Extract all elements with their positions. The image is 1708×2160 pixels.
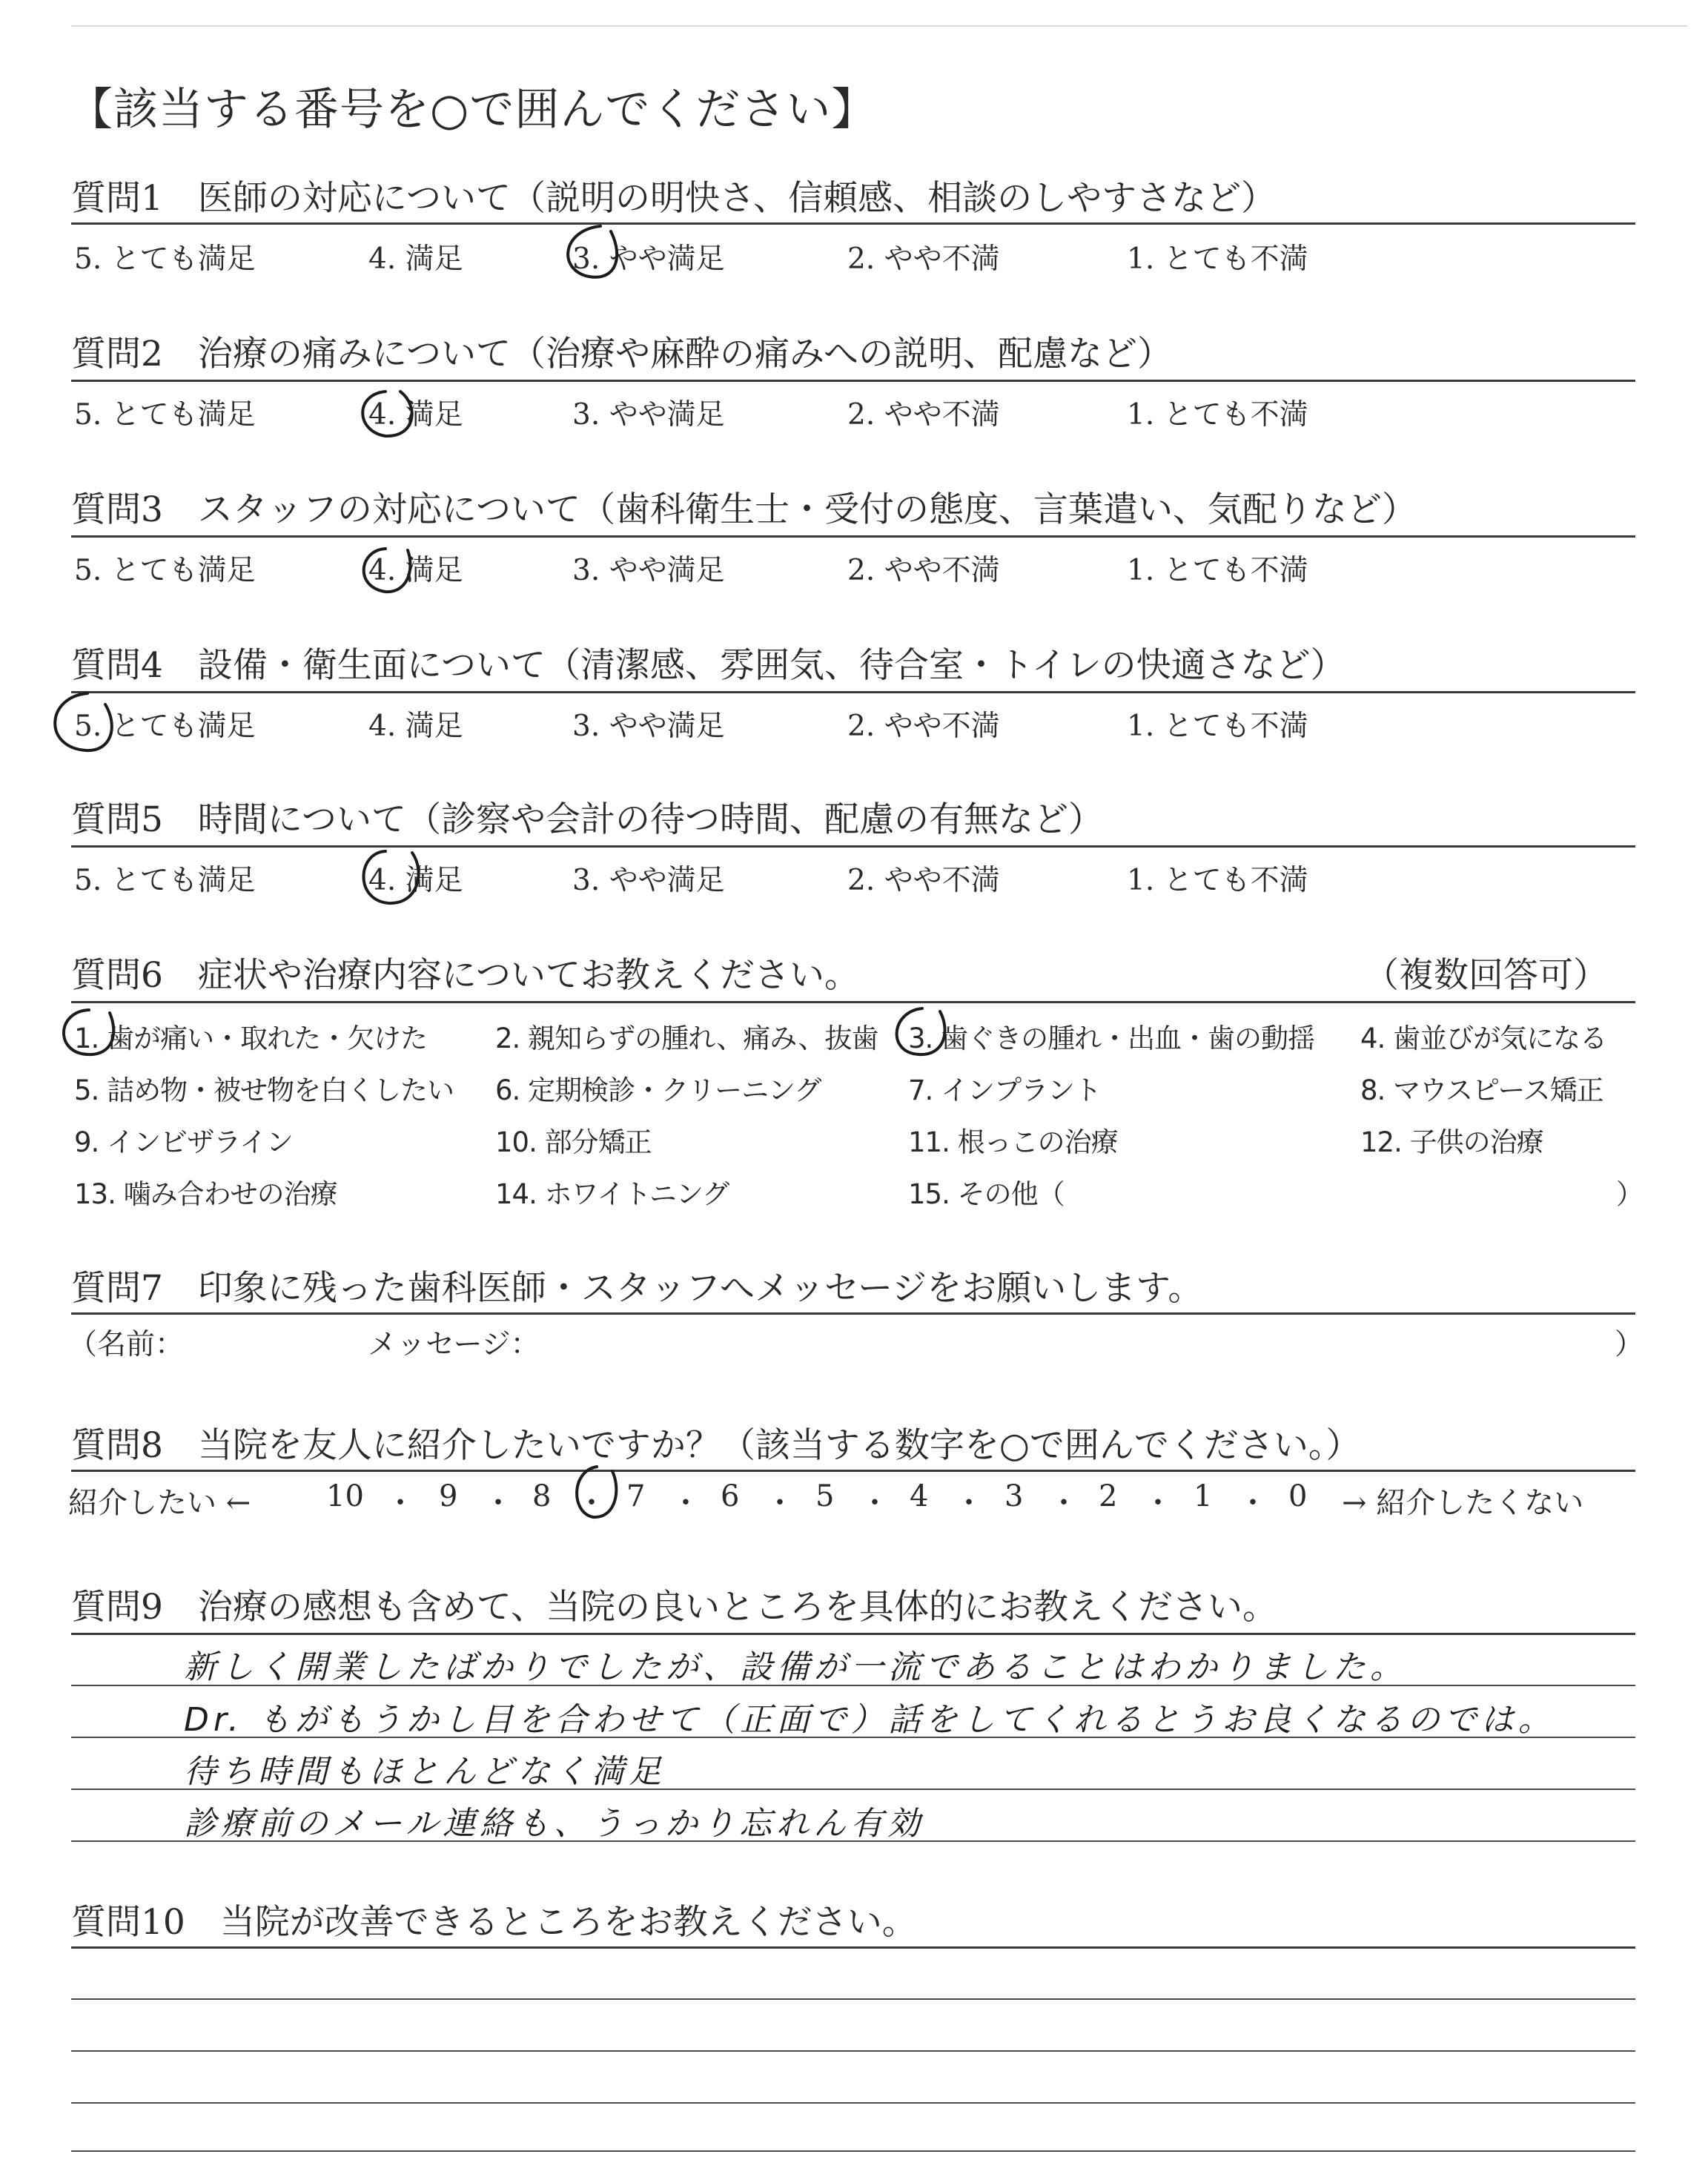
q6-option-14[interactable]: 14. ホワイトニング (495, 1178, 729, 1210)
question-3-rule (71, 535, 1635, 538)
q8-separator: ・ (1049, 1486, 1079, 1520)
question-5-rule (71, 845, 1635, 848)
q5-option-3[interactable]: 3. やや満足 (572, 864, 725, 897)
q8-scale-0[interactable]: 0 (1288, 1479, 1308, 1513)
q3-option-1[interactable]: 1. とても不満 (1127, 554, 1308, 587)
q1-option-5[interactable]: 5. とても満足 (74, 242, 256, 276)
question-3-text: スタッフの対応について（歯科衛生士・受付の態度、言葉遣い、気配りなど） (197, 489, 1417, 530)
question-9 (71, 1579, 1277, 1629)
question-7 (71, 1261, 1202, 1310)
q3-option-5[interactable]: 5. とても満足 (74, 554, 256, 587)
q8-separator: ・ (483, 1486, 513, 1520)
q9-answer-line-1: 新しく開業したばかりでしたが、設備が一流であることはわかりました。 (184, 1648, 1407, 1686)
question-2-label: 質問2 (71, 334, 163, 374)
question-7-text: 印象に残った歯科医師・スタッフへメッセージをお願いします。 (197, 1268, 1203, 1309)
q7-close-paren: ） (1615, 1328, 1644, 1361)
question-3 (71, 482, 1417, 532)
q8-scale-4[interactable]: 4 (910, 1479, 929, 1513)
answer-line (71, 2102, 1635, 2104)
q8-separator: ・ (1143, 1486, 1173, 1520)
q8-separator: ・ (577, 1486, 606, 1520)
q6-option-3[interactable]: 3. 歯ぐきの腫れ・出血・歯の動揺 (908, 1023, 1315, 1054)
question-2-rule (71, 380, 1635, 382)
q8-separator: ・ (671, 1486, 701, 1520)
q2-option-3[interactable]: 3. やや満足 (572, 398, 725, 432)
q2-option-4[interactable]: 4. 満足 (368, 398, 463, 432)
question-5 (71, 792, 1103, 842)
q4-option-2[interactable]: 2. やや不満 (847, 710, 1000, 743)
page-top-border (71, 25, 1687, 27)
q6-option-13[interactable]: 13. 噛み合わせの治療 (74, 1178, 337, 1210)
q7-message-label: メッセージ： (368, 1328, 540, 1361)
q8-scale-2[interactable]: 2 (1099, 1479, 1118, 1513)
question-6-label: 質問6 (71, 955, 163, 996)
q8-scale-7[interactable]: 7 (626, 1479, 646, 1513)
q6-option-8[interactable]: 8. マウスピース矯正 (1360, 1074, 1603, 1106)
question-9-label: 質問9 (71, 1587, 163, 1628)
q5-option-1[interactable]: 1. とても不満 (1127, 864, 1308, 897)
question-8-rule (71, 1470, 1635, 1472)
question-2-text: 治療の痛みについて（治療や麻酔の痛みへの説明、配慮など） (197, 334, 1173, 374)
q8-right-label: → 紹介したくない (1342, 1486, 1584, 1520)
q5-option-5[interactable]: 5. とても満足 (74, 864, 256, 897)
answer-line (71, 2050, 1635, 2052)
q5-option-4[interactable]: 4. 満足 (368, 864, 463, 897)
q6-option-15-close: ） (1616, 1178, 1643, 1210)
question-8-label: 質問8 (71, 1425, 163, 1466)
q9-answer-line-2: Dr. もがもうかし目を合わせて（正面で）話をしてくれるとうお良くなるのでは。 (184, 1701, 1555, 1739)
question-1 (71, 171, 1276, 220)
q8-separator: ・ (385, 1486, 415, 1520)
q6-option-7[interactable]: 7. インプラント (908, 1074, 1102, 1106)
q6-option-12[interactable]: 12. 子供の治療 (1360, 1126, 1543, 1158)
question-6-note: （複数回答可） (1364, 955, 1608, 996)
q8-scale-3[interactable]: 3 (1004, 1479, 1024, 1513)
q9-answer-line-4: 診療前のメール連絡も、うっかり忘れん有効 (184, 1805, 925, 1843)
q4-option-5[interactable]: 5. とても満足 (74, 710, 256, 743)
q6-option-9[interactable]: 9. インビザライン (74, 1126, 293, 1158)
question-10-label: 質問10 (71, 1902, 185, 1943)
q2-option-5[interactable]: 5. とても満足 (74, 398, 256, 432)
answer-line (71, 2150, 1635, 2152)
question-1-rule (71, 222, 1635, 225)
q8-scale-1[interactable]: 1 (1194, 1479, 1213, 1513)
q8-scale-9[interactable]: 9 (439, 1479, 458, 1513)
q3-option-4[interactable]: 4. 満足 (368, 554, 463, 587)
question-7-rule (71, 1312, 1635, 1315)
question-1-text: 医師の対応について（説明の明快さ、信頼感、相談のしやすさなど） (197, 178, 1277, 219)
question-7-label: 質問7 (71, 1268, 163, 1309)
question-1-label: 質問1 (71, 178, 163, 219)
q8-scale-6[interactable]: 6 (721, 1479, 740, 1513)
question-4-label: 質問4 (71, 645, 163, 686)
question-9-rule (71, 1633, 1635, 1635)
question-8-text: 当院を友人に紹介したいですか？（該当する数字を○で囲んでください。） (197, 1425, 1361, 1466)
question-6-text: 症状や治療内容についてお教えください。 (197, 955, 859, 996)
question-10 (71, 1895, 917, 1944)
question-5-label: 質問5 (71, 799, 163, 840)
q1-option-3[interactable]: 3. やや満足 (572, 242, 725, 276)
q4-option-3[interactable]: 3. やや満足 (572, 710, 725, 743)
q4-option-4[interactable]: 4. 満足 (368, 710, 463, 743)
q3-option-3[interactable]: 3. やや満足 (572, 554, 725, 587)
question-4-rule (71, 691, 1635, 693)
question-3-label: 質問3 (71, 489, 163, 530)
q8-separator: ・ (765, 1486, 795, 1520)
q6-option-4[interactable]: 4. 歯並びが気になる (1360, 1023, 1607, 1054)
q8-scale-10[interactable]: 10 (326, 1479, 364, 1513)
q6-option-1[interactable]: 1. 歯が痛い・取れた・欠けた (74, 1023, 428, 1054)
question-6-rule (71, 1001, 1635, 1003)
q8-separator: ・ (860, 1486, 890, 1520)
q6-option-15[interactable]: 15. その他（ (908, 1178, 1065, 1210)
q8-separator: ・ (1238, 1486, 1268, 1520)
question-10-text: 当院が改善できるところをお教えください。 (219, 1902, 917, 1943)
q8-left-label: 紹介したい ← (68, 1486, 251, 1520)
q6-option-5[interactable]: 5. 詰め物・被せ物を白くしたい (74, 1074, 454, 1106)
question-9-text: 治療の感想も含めて、当院の良いところを具体的にお教えください。 (197, 1587, 1277, 1628)
q8-separator: ・ (954, 1486, 984, 1520)
q1-option-4[interactable]: 4. 満足 (368, 242, 463, 276)
q4-option-1[interactable]: 1. とても不満 (1127, 710, 1308, 743)
q2-option-1[interactable]: 1. とても不満 (1127, 398, 1308, 432)
question-4-text: 設備・衛生面について（清潔感、雰囲気、待合室・トイレの快適さなど） (197, 645, 1345, 686)
q6-option-2[interactable]: 2. 親知らずの腫れ、痛み、抜歯 (495, 1023, 878, 1054)
question-6 (71, 948, 859, 997)
q8-scale-8[interactable]: 8 (532, 1479, 552, 1513)
page-title: 【該当する番号を○で囲んでください】 (68, 84, 877, 136)
question-8 (71, 1418, 1360, 1467)
q8-scale-5[interactable]: 5 (815, 1479, 835, 1513)
q6-option-10[interactable]: 10. 部分矯正 (495, 1126, 652, 1158)
q1-option-1[interactable]: 1. とても不満 (1127, 242, 1308, 276)
q3-option-2[interactable]: 2. やや不満 (847, 554, 1000, 587)
q7-name-label: （名前： (68, 1328, 185, 1361)
question-4 (71, 638, 1345, 687)
q6-option-11[interactable]: 11. 根っこの治療 (908, 1126, 1118, 1158)
question-5-text: 時間について（診察や会計の待つ時間、配慮の有無など） (197, 799, 1103, 840)
question-10-rule (71, 1946, 1635, 1949)
q9-answer-line-3: 待ち時間もほとんどなく満足 (184, 1753, 666, 1791)
answer-line (71, 1998, 1635, 2000)
q2-option-2[interactable]: 2. やや不満 (847, 398, 1000, 432)
question-2 (71, 326, 1172, 376)
q5-option-2[interactable]: 2. やや不満 (847, 864, 1000, 897)
q1-option-2[interactable]: 2. やや不満 (847, 242, 1000, 276)
q6-option-6[interactable]: 6. 定期検診・クリーニング (495, 1074, 821, 1106)
